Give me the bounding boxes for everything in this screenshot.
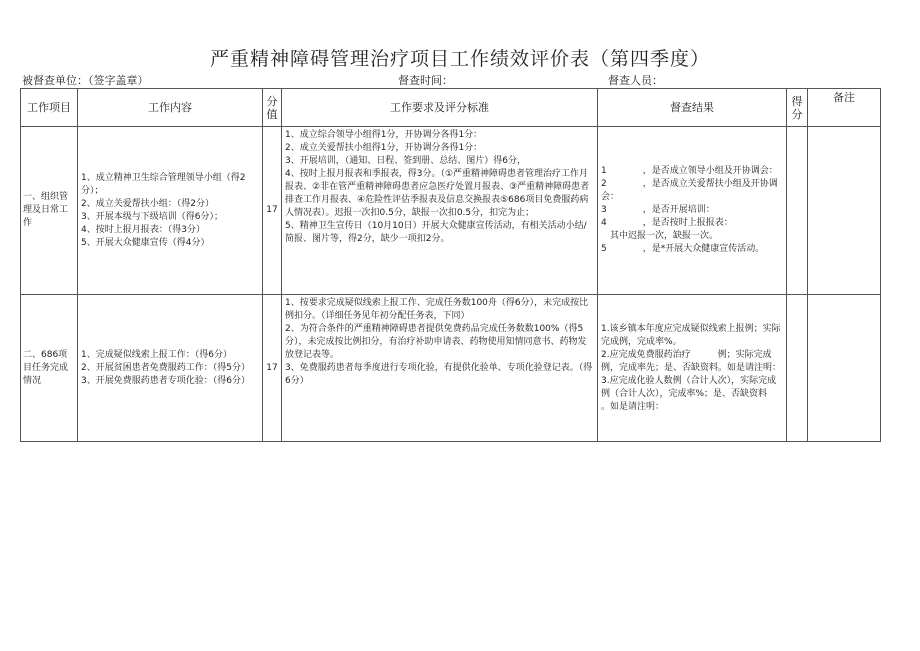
row1-standard-item: 3、开展培训，（通知、日程、签到册、总结、图片）得6分，	[285, 156, 526, 166]
evaluation-table	[20, 88, 881, 442]
row2-result	[598, 295, 787, 442]
header-got-bottom: 分	[791, 107, 803, 121]
row1-standard-item: 2、成立关爱帮扶小组得1分，开协调分各得1分：	[285, 143, 483, 153]
row1-content-item: 1、成立精神卫生综合管理领导小组（得2分）；	[81, 172, 246, 196]
row1-standard-item: 4、按时上报月报表和季报表，得3分。（①严重精神障碍患者管理治疗工作月报表、②非在管严重精神障碍患者应急医疗处置月报表、③严重精神障碍患者排查工作月报表、④危险性评估季报表及信息交换报表⑤686项目免费服药病人情况表）。迟报一次扣0.5分，缺报一次扣0.5分，扣完为止；	[285, 169, 590, 218]
row1-result-item: 1 ，是否成立领导小组及开协调会：	[601, 166, 778, 176]
header-score-bottom: 值	[266, 107, 278, 121]
header-score	[263, 89, 282, 127]
supervisor-label: 督查人员：	[608, 74, 663, 87]
header-got-top: 得	[791, 94, 803, 108]
row2-standard-item: 1、按要求完成疑似线索上报工作、完成任务数100舟（得6分），未完成按比例扣分。（详细任务见年初分配任务表，下同）	[285, 298, 589, 321]
row2-got-score[interactable]	[787, 295, 808, 442]
header-standard: 工作要求及评分标准	[282, 89, 598, 127]
row2-standard-item: 3、免费服药患者每季度进行专项化验，有提供化验单、专项化验登记表。（得6分）	[285, 363, 593, 386]
row2-content-item: 1、完成疑似线索上报工作：（得6分）	[81, 349, 232, 360]
row1-content	[78, 127, 263, 295]
header-score-top: 分	[266, 94, 278, 108]
header-got-score	[787, 89, 808, 127]
row2-score: 17	[263, 295, 282, 442]
row2-result-item: 。如是请注明：	[601, 401, 665, 412]
row2-standard	[282, 295, 598, 442]
supervision-time-label: 督查时间：	[398, 74, 453, 87]
row1-content-item: 5、开展大众健康宣传（得4分）	[81, 237, 210, 248]
header-project: 工作项目	[21, 89, 78, 127]
row1-result-item: 4 ，是否按时上报报表：	[601, 218, 733, 228]
header-note: 备注	[808, 89, 881, 127]
row1-standard-item: 1、成立综合领导小组得1分，开协调分各得1分：	[285, 130, 483, 140]
row1-result	[598, 127, 787, 295]
row2-result-item: 1.该乡镇本年度应完成疑似线索上报例；实际完成例，完成率%。	[601, 323, 781, 347]
row1-result-item: 5 ，是*开展大众健康宣传活动。	[601, 244, 765, 254]
row1-result-item: 2 ，是否成立关爱帮扶小组及开协调会：	[601, 179, 778, 202]
row1-result-item: 其中迟报一次，缺报一次。	[601, 231, 719, 241]
row1-note[interactable]	[808, 127, 881, 295]
row1-got-score[interactable]	[787, 127, 808, 295]
header-content: 工作内容	[78, 89, 263, 127]
row1-content-item: 3、开展本级与下级培训（得6分）；	[81, 211, 223, 222]
row1-score: 17	[263, 127, 282, 295]
row1-content-item: 2、成立关爱帮扶小组：（得2分）	[81, 198, 214, 209]
row2-content-item: 3、开展免费服药患者专项化验：（得6分）	[81, 375, 250, 386]
row2-standard-item: 2、为符合条件的严重精神障碍患者提供免费药品完成任务数数100%（得5分），未完成按比例扣分，有治疗补助申请表、药物使用知情同意书、药物发放登记表等。	[285, 324, 587, 360]
row2-project: 二、686项目任务完成情况	[21, 295, 78, 442]
row2-content-item: 2、开展贫困患者免费服药工作：（得5分）	[81, 362, 250, 373]
supervised-unit-label: 被督查单位：（签字盖章）	[22, 74, 149, 87]
table-header-row	[21, 89, 881, 127]
row1-content-item: 4、按时上报月报表：（得3分）	[81, 224, 205, 235]
table-row	[21, 295, 881, 442]
row1-standard	[282, 127, 598, 295]
row1-standard-item: 5、精神卫生宣传日（10月10日）开展大众健康宣传活动，有相关活动小结/简报、图片等，得2分，缺少一项扣2分。	[285, 221, 587, 244]
row2-result-item: 3.应完成化验人数例（合计人次），实际完成例（合计人次），完成率%；是、否缺资料	[601, 375, 777, 399]
header-result: 督查结果	[598, 89, 787, 127]
page-title: 严重精神障碍管理治疗项目工作绩效评价表（第四季度）	[209, 48, 710, 70]
row1-project: 一、组织管理及日常工作	[21, 127, 78, 295]
row2-note[interactable]	[808, 295, 881, 442]
row1-result-item: 3 ，是否开展培训：	[601, 205, 715, 215]
table-row	[21, 127, 881, 295]
row2-content	[78, 295, 263, 442]
row2-result-item: 2.应完成免费服药治疗 例；实际完成例，完成率先；是、否缺资料。如是请注明：	[601, 349, 782, 373]
